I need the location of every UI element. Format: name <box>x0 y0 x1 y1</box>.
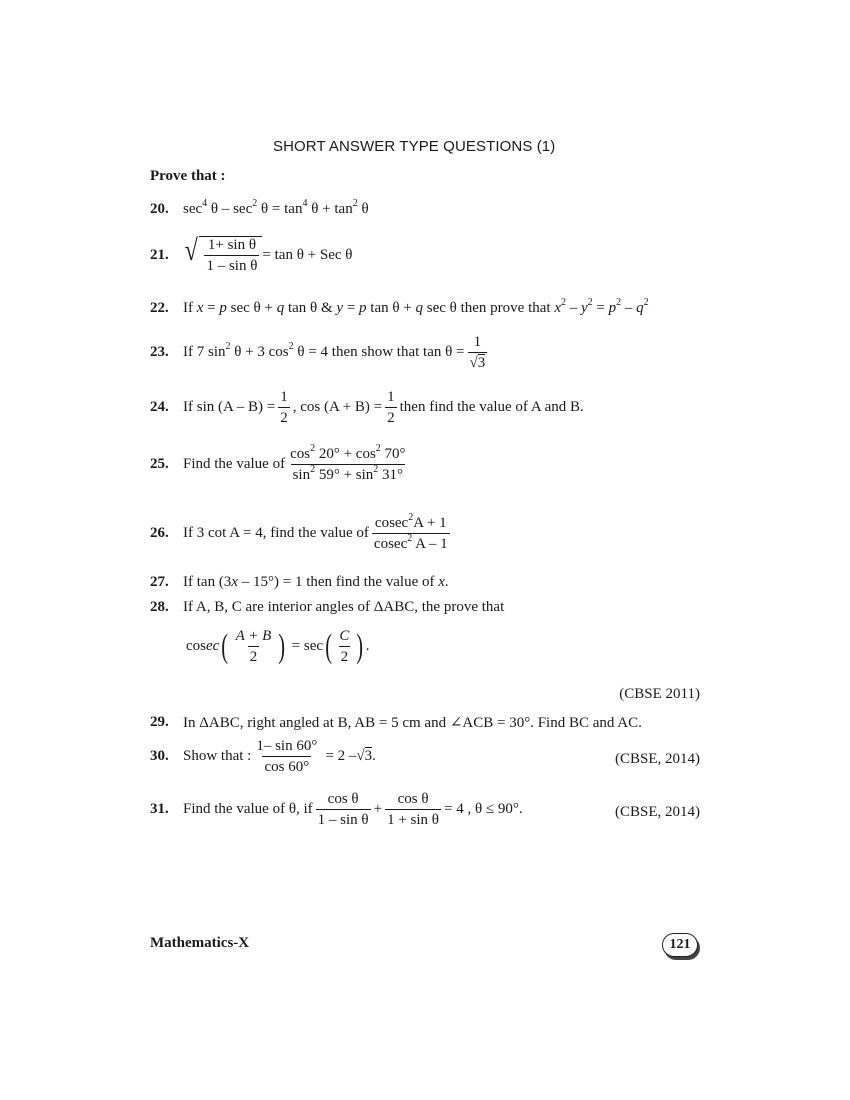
question-25: 25. Find the value of $\frac{\cos^2 20^\circ + \cos^2 70^\circ}{\sin^2 59^\circ + \sin^2 31^\circ}$ <box>150 443 406 483</box>
question-29: 29. In ΔABC, right angled at B, AB = 5 cm and ∠ACB = 30°. Find BC and AC. <box>150 714 642 731</box>
question-24: 24. If sin (A – B) = $\frac{1}{2}$ , cos (A + B) = $\frac{1}{2}$ then find the value of A and B. <box>150 389 584 426</box>
question-27: 27. If tan (3x – 15°) = 1 then find the value of x. <box>150 574 449 590</box>
question-21: 21. √ $\frac{\text{1+ sin θ}}{\text{1 – sin θ}}$ = tan θ + Sec θ <box>150 234 353 274</box>
question-26: 26. If 3 cot A = 4, find the value of $\frac{cosec^2A + 1}{cosec^2 A - 1}$ <box>150 512 448 552</box>
question-28: 28. If A, B, C are interior angles of ΔABC, the prove that <box>150 599 505 615</box>
question-28-expression: cosec ( $\frac{A + B}{2}$ ) = sec ( $\frac{C}{2}$ ) . <box>186 627 370 665</box>
book-title: Mathematics-X <box>150 935 250 951</box>
page-title: SHORT ANSWER TYPE QUESTIONS (1) <box>273 138 556 155</box>
source-cbse-2011: (CBSE 2011) <box>619 686 700 702</box>
question-22: 22. If x = p sec θ + q tan θ & y = p tan θ + q sec θ then prove that $x^2 - y^2 = p^2 - q^2$ <box>150 297 649 316</box>
question-20: 20. $\sec^4 \theta - \sec^2 \theta = \tan^4 \theta + \tan^2 \theta$ <box>150 198 369 217</box>
source-cbse-2014-q31: (CBSE, 2014) <box>614 804 700 820</box>
intro-text: Prove that : <box>150 168 226 184</box>
question-23: 23. If 7 $\sin^2 \theta + 3$ $\cos^2 \theta = 4$ then show that tan θ = $\frac{1}{√3}$ <box>150 334 486 371</box>
question-31: 31. Find the value of θ, if $\frac{\text{cos θ}}{\text{1 – sin θ}}$ + $\frac{\text{cos θ}}{\text{1 + sin θ}}$ = 4 , θ ≤ 90°. <box>150 791 523 828</box>
question-30: 30. Show that : $\frac{1- \sin 60^\circ}{\cos 60^\circ}$ = 2 – √3. <box>150 738 376 775</box>
source-cbse-2014-q30: (CBSE, 2014) <box>614 751 700 767</box>
page-number: 121 <box>662 933 698 957</box>
